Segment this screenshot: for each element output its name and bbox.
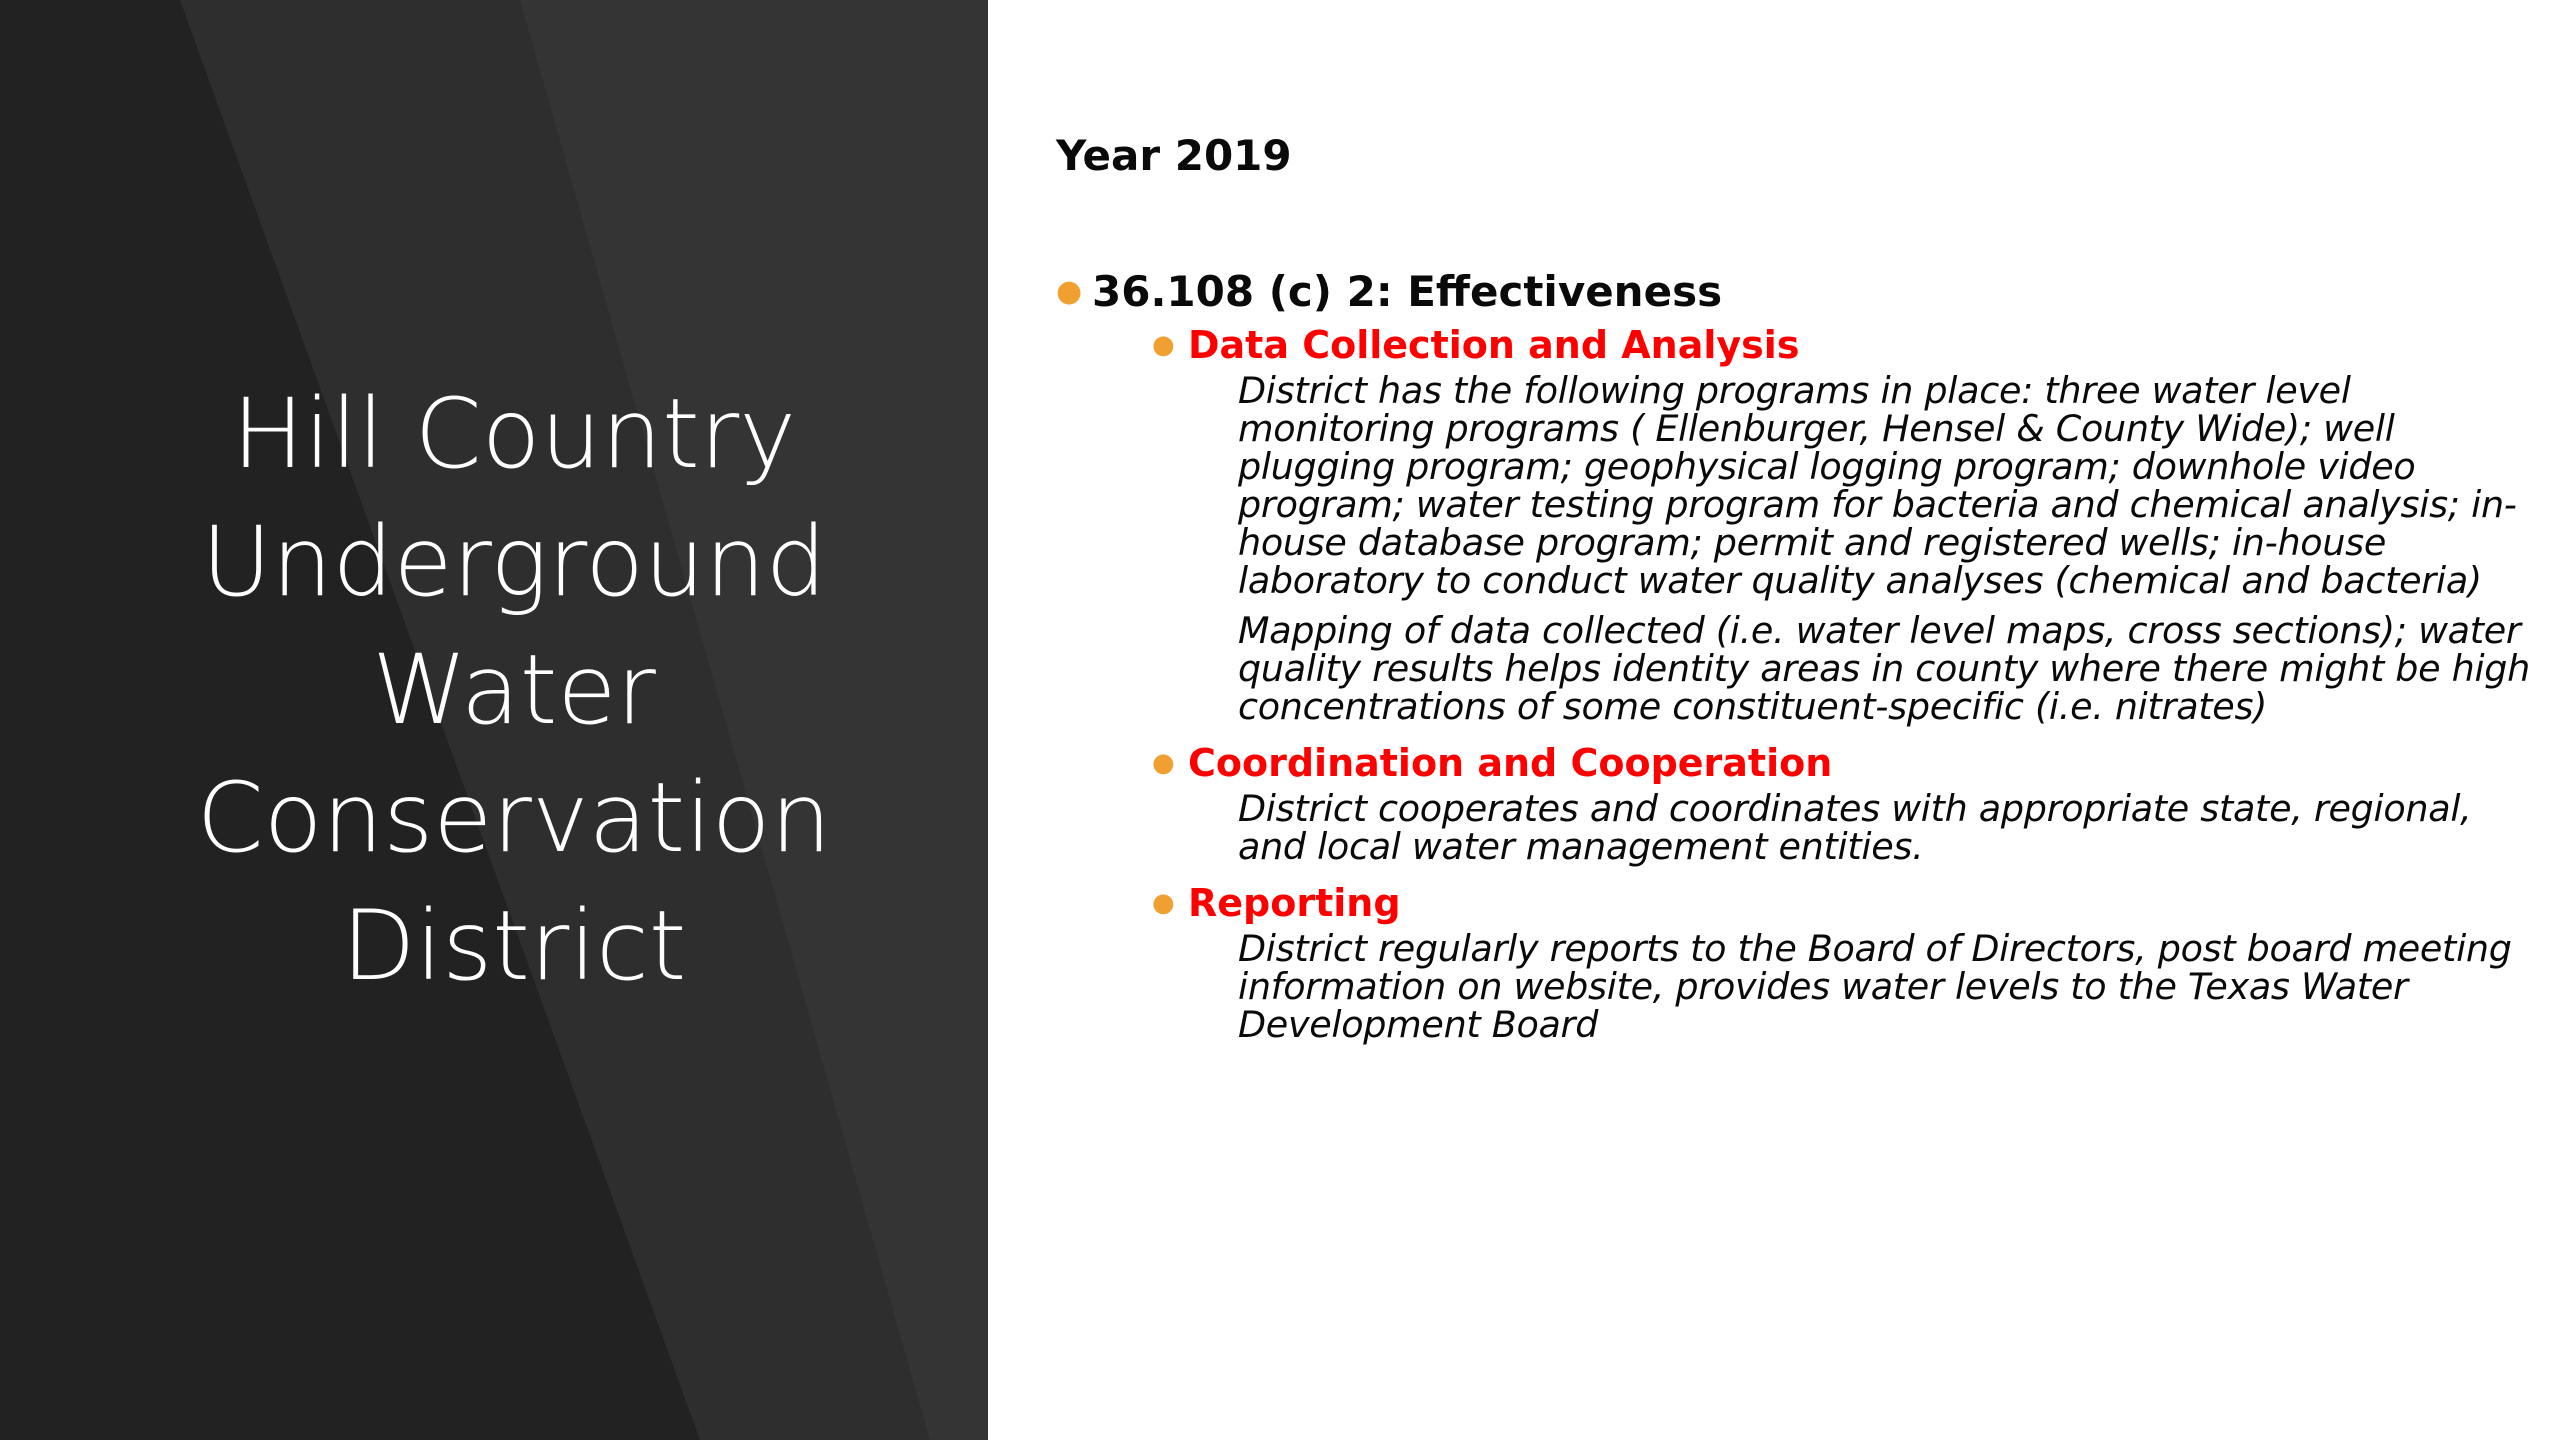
paragraph <box>1238 369 2536 602</box>
title-line: Conservation <box>196 762 832 874</box>
content-panel <box>988 0 2560 1440</box>
text-line: and local water management entities. <box>1238 825 1924 868</box>
slide-title <box>60 370 968 1010</box>
text-line: District has the following programs in place: three water level <box>1238 369 2351 412</box>
effectiveness-item <box>1056 264 2536 320</box>
bullet-dot-icon: ● <box>1056 274 1083 309</box>
text-line: Development Board <box>1238 1003 1599 1046</box>
subheading-label: Reporting <box>1188 881 1401 925</box>
text-line: laboratory to conduct water quality analyses (chemical and bacteria) <box>1238 559 2482 602</box>
text-line: District cooperates and coordinates with appropriate state, regional, <box>1238 787 2472 830</box>
year-heading: Year 2019 <box>1056 131 1292 180</box>
subheading-coordination <box>1152 738 2536 788</box>
text-line: information on website, provides water levels to the Texas Water <box>1238 965 2408 1008</box>
subheading-data-collection <box>1152 320 2536 370</box>
text-line: Mapping of data collected (i.e. water level maps, cross sections); water <box>1238 609 2521 652</box>
text-line: plugging program; geophysical logging program; downhole video <box>1238 445 2416 488</box>
title-panel <box>0 0 988 1440</box>
paragraph <box>1238 927 2536 1046</box>
paragraph <box>1238 787 2536 868</box>
title-line: District <box>341 890 687 1002</box>
text-line: quality results helps identity areas in county where there might be high <box>1238 647 2530 690</box>
text-line: District regularly reports to the Board of Directors, post board meeting <box>1238 927 2512 970</box>
bullet-dot-icon: ● <box>1152 330 1175 360</box>
text-line: house database program; permit and registered wells; in-house <box>1238 521 2387 564</box>
title-line: Underground <box>201 506 827 618</box>
bullet-dot-icon: ● <box>1152 748 1175 778</box>
text-line: monitoring programs ( Ellenburger, Hensel & County Wide); well <box>1238 407 2395 450</box>
title-line: Hill Country <box>231 378 797 490</box>
subheading-reporting <box>1152 878 2536 928</box>
text-line: concentrations of some constituent-specific (i.e. nitrates) <box>1238 685 2268 728</box>
text-line: program; water testing program for bacteria and chemical analysis; in- <box>1238 483 2517 526</box>
subheading-label: Data Collection and Analysis <box>1188 323 1800 367</box>
bullet-list <box>1056 264 2536 1056</box>
bullet-dot-icon: ● <box>1152 888 1175 918</box>
title-line: Water <box>372 634 656 746</box>
paragraph <box>1238 609 2536 728</box>
effectiveness-heading: 36.108 (c) 2: Effectiveness <box>1092 267 1723 316</box>
subheading-label: Coordination and Cooperation <box>1188 741 1833 785</box>
